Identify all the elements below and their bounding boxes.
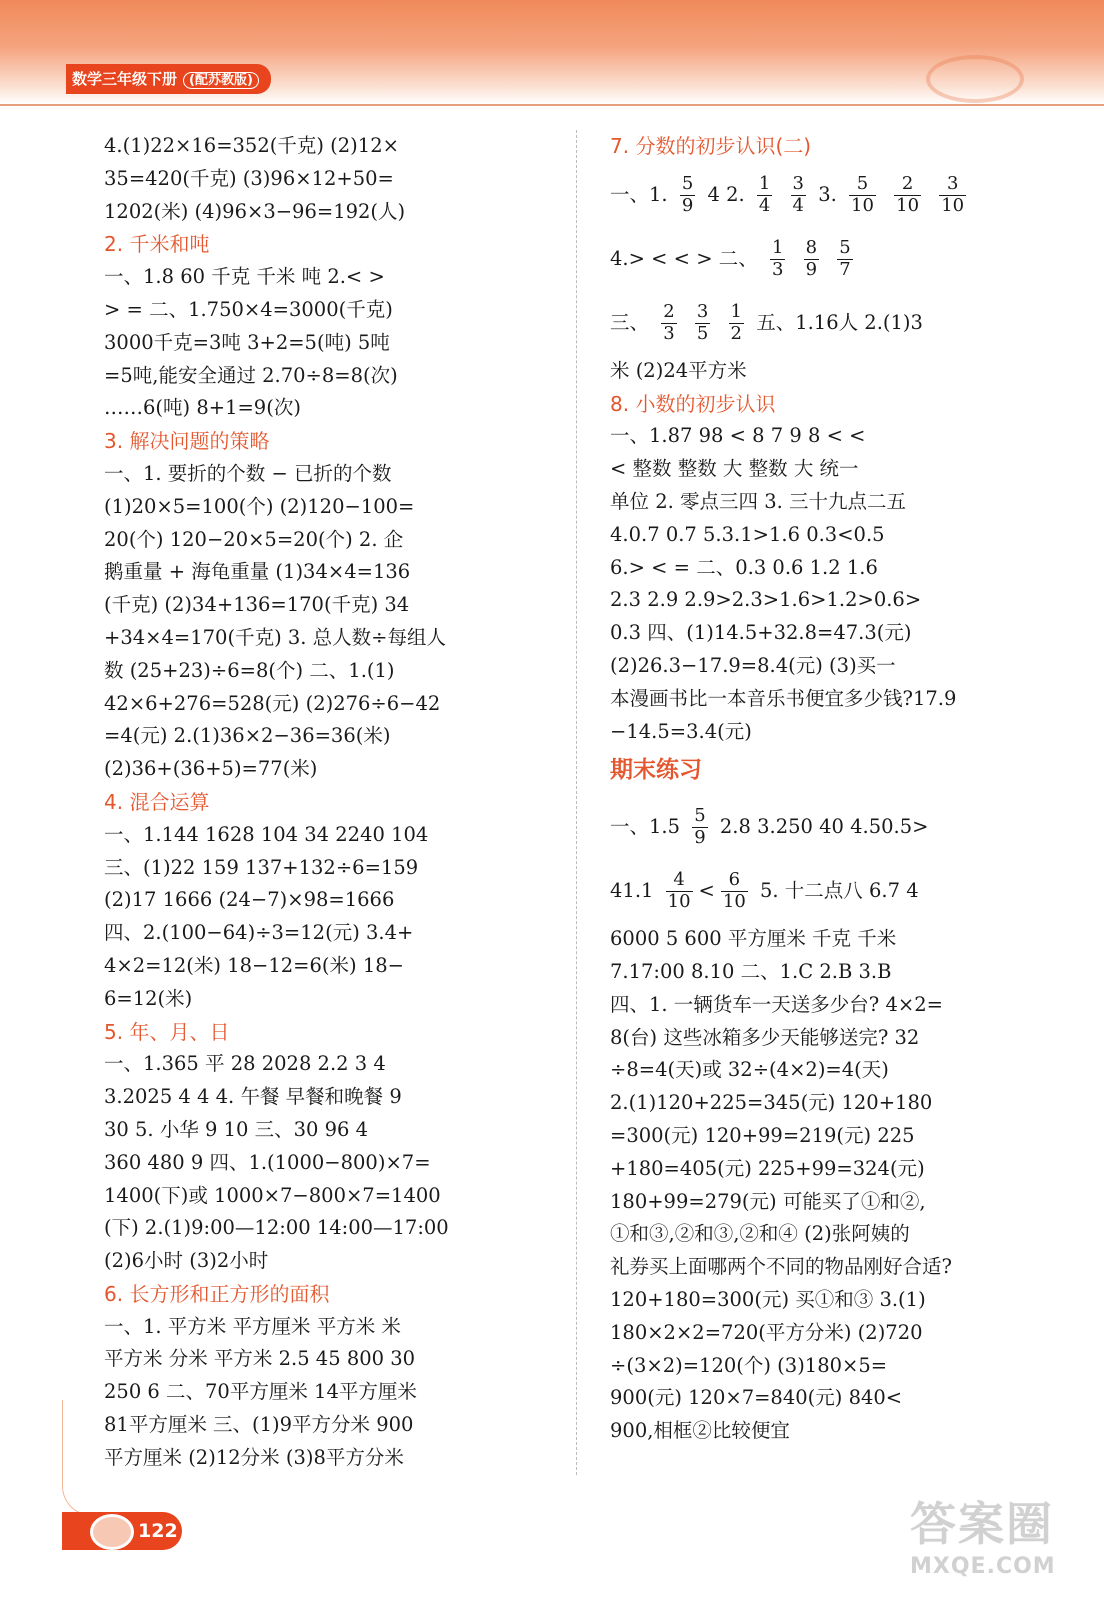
answer-line: 一、1.365 平 28 2028 2.2 3 4 bbox=[104, 1052, 386, 1076]
answer-line: (1)20×5=100(个) (2)120−100= bbox=[104, 494, 415, 518]
answer-line: 3.2025 4 4 4. 午餐 早餐和晚餐 9 bbox=[104, 1085, 402, 1109]
fraction bbox=[721, 870, 748, 912]
period-heading: 期末练习 bbox=[610, 757, 702, 784]
section-heading: 4. 混合运算 bbox=[104, 789, 210, 814]
answer-line: 2.(1)120+225=345(元) 120+180 bbox=[610, 1091, 933, 1115]
answer-line: (下) 2.(1)9:00—12:00 14:00—17:00 bbox=[104, 1216, 449, 1240]
answer-line: 7.17:00 8.10 二、1.C 2.B 3.B bbox=[610, 959, 892, 983]
fraction-numerator: 6 bbox=[728, 869, 741, 891]
fraction bbox=[680, 174, 695, 216]
book-title-badge bbox=[66, 64, 271, 94]
answer-line: 米 (2)24平方米 bbox=[610, 358, 747, 382]
answer-line: 4×2=12(米) 18−12=6(米) 18− bbox=[104, 953, 404, 977]
answer-line: 三、(1)22 159 137+132÷6=159 bbox=[104, 855, 419, 879]
fraction-denominator: 4 bbox=[792, 194, 804, 216]
fraction bbox=[666, 870, 693, 912]
fraction-numerator: 3 bbox=[946, 173, 959, 195]
fraction-numerator: 3 bbox=[792, 173, 804, 195]
answer-line: > = 二、1.750×4=3000(千克) bbox=[104, 297, 393, 321]
fraction bbox=[692, 806, 707, 848]
fraction bbox=[661, 302, 676, 344]
answer-line bbox=[610, 859, 1048, 923]
answer-line: 250 6 二、70平方厘米 14平方厘米 bbox=[104, 1380, 417, 1404]
section-heading: 7. 分数的初步认识(二) bbox=[610, 134, 812, 158]
answer-line: 4.(1)22×16=352(千克) (2)12× bbox=[104, 134, 399, 157]
answer-line: 6.> < = 二、0.3 0.6 1.2 1.6 bbox=[610, 555, 878, 579]
answer-line: 单位 2. 零点三四 3. 三十九点二五 bbox=[610, 489, 907, 513]
fraction-denominator: 9 bbox=[694, 827, 706, 849]
fraction-numerator: 8 bbox=[805, 237, 818, 259]
watermark-en: MXQE.COM bbox=[910, 1554, 1056, 1579]
decorative-ring-icon bbox=[926, 55, 1024, 103]
answer-text: < bbox=[698, 879, 715, 903]
page-ring-icon bbox=[90, 1514, 134, 1550]
answer-line: 20(个) 120−20×5=20(个) 2. 企 bbox=[104, 527, 404, 551]
fraction-numerator: 1 bbox=[730, 301, 742, 323]
fraction bbox=[729, 302, 744, 344]
fraction-numerator: 2 bbox=[901, 173, 914, 195]
answer-line bbox=[610, 163, 1048, 227]
watermark-cn: 答案圈 bbox=[910, 1497, 1054, 1551]
answer-line: 一、1. 要折的个数 − 已折的个数 bbox=[104, 461, 392, 485]
section-heading: 2. 千米和吨 bbox=[104, 232, 210, 257]
answer-line: 35=420(千克) (3)96×12+50= bbox=[104, 166, 394, 190]
answer-line: =300(元) 120+99=219(元) 225 bbox=[610, 1123, 915, 1147]
fraction bbox=[894, 174, 921, 216]
answer-line: (千克) (2)34+136=170(千克) 34 bbox=[104, 593, 410, 617]
answer-line: ……6(吨) 8+1=9(次) bbox=[104, 396, 301, 420]
section-heading: 5. 年、月、日 bbox=[104, 1019, 230, 1044]
fraction bbox=[757, 174, 772, 216]
right-column bbox=[610, 130, 1048, 1448]
fraction-denominator: 10 bbox=[941, 194, 965, 216]
fraction bbox=[849, 174, 876, 216]
answer-line bbox=[610, 291, 1048, 355]
answer-line: 0.3 四、(1)14.5+32.8=47.3(元) bbox=[610, 621, 912, 645]
answer-text: 2.8 3.250 40 4.50.5> bbox=[719, 815, 929, 839]
fraction-numerator: 5 bbox=[681, 173, 694, 195]
fraction-denominator: 3 bbox=[663, 322, 675, 344]
fraction-denominator: 2 bbox=[730, 322, 742, 344]
answer-line: 1400(下)或 1000×7−800×7=1400 bbox=[104, 1183, 441, 1207]
answer-line: ÷(3×2)=120(个) (3)180×5= bbox=[610, 1353, 888, 1377]
answer-text: 三、 bbox=[610, 310, 650, 334]
answer-line: (2)17 1666 (24−7)×98=1666 bbox=[104, 888, 395, 912]
column-divider bbox=[576, 130, 577, 1475]
answer-line: ①和③,②和③,②和④ (2)张阿姨的 bbox=[610, 1222, 910, 1246]
answer-line: 8(台) 这些冰箱多少天能够送完? 32 bbox=[610, 1025, 920, 1049]
answer-line: 360 480 9 四、1.(1000−800)×7= bbox=[104, 1150, 431, 1174]
answer-line: 6=12(米) bbox=[104, 986, 193, 1010]
section-heading: 3. 解决问题的策略 bbox=[104, 429, 270, 454]
answer-line: +34×4=170(千克) 3. 总人数÷每组人 bbox=[104, 625, 447, 649]
fraction-denominator: 9 bbox=[681, 194, 694, 216]
header-rule bbox=[0, 104, 1104, 106]
answer-line: 180×2×2=720(平方分米) (2)720 bbox=[610, 1320, 923, 1344]
answer-line: 180+99=279(元) 可能买了①和②, bbox=[610, 1189, 926, 1213]
answer-line: 一、1. 平方米 平方厘米 平方米 米 bbox=[104, 1314, 401, 1338]
page-corner-curve bbox=[62, 1400, 123, 1516]
answer-line: 四、2.(100−64)÷3=12(元) 3.4+ bbox=[104, 921, 414, 945]
section-heading: 8. 小数的初步认识 bbox=[610, 391, 776, 416]
answer-line: 2.3 2.9 2.9>2.3>1.6>1.2>0.6> bbox=[610, 588, 922, 612]
answer-line bbox=[610, 227, 1048, 291]
answer-line: 120+180=300(元) 买①和③ 3.(1) bbox=[610, 1287, 926, 1311]
section-heading: 6. 长方形和正方形的面积 bbox=[104, 1281, 330, 1306]
answer-line: 1202(米) (4)96×3−96=192(人) bbox=[104, 199, 406, 223]
answer-line: 平方厘米 (2)12分米 (3)8平方分米 bbox=[104, 1445, 404, 1469]
fraction bbox=[770, 238, 785, 280]
answer-line: 礼券买上面哪两个不同的物品刚好合适? bbox=[610, 1255, 952, 1279]
answer-line: (2)26.3−17.9=8.4(元) (3)买一 bbox=[610, 653, 896, 677]
answer-line: +180=405(元) 225+99=324(元) bbox=[610, 1156, 925, 1180]
answer-line: ÷8=4(天)或 32÷(4×2)=4(天) bbox=[610, 1058, 889, 1082]
fraction-numerator: 1 bbox=[771, 237, 784, 259]
fraction bbox=[695, 302, 710, 344]
answer-line: =4(元) 2.(1)36×2−36=36(米) bbox=[104, 724, 391, 748]
answer-text: 4.> < < > 二、 bbox=[610, 246, 758, 270]
answer-line: (2)36+(36+5)=77(米) bbox=[104, 757, 318, 781]
answer-line: 81平方厘米 三、(1)9平方分米 900 bbox=[104, 1413, 414, 1437]
answer-line: < 整数 整数 大 整数 大 统一 bbox=[610, 457, 859, 481]
answer-line: 鹅重量 + 海龟重量 (1)34×4=136 bbox=[104, 560, 411, 584]
answer-line: −14.5=3.4(元) bbox=[610, 719, 752, 743]
answer-line: 6000 5 600 平方厘米 千克 千米 bbox=[610, 927, 897, 951]
answer-line: 一、1.144 1628 104 34 2240 104 bbox=[104, 822, 429, 846]
answer-line: 42×6+276=528(元) (2)276÷6−42 bbox=[104, 691, 441, 715]
fraction-numerator: 1 bbox=[758, 173, 771, 195]
answer-line: 900,相框②比较便宜 bbox=[610, 1419, 790, 1443]
answer-line: 数 (25+23)÷6=8(个) 二、1.(1) bbox=[104, 658, 395, 682]
answer-line: 3000千克=3吨 3+2=5(吨) 5吨 bbox=[104, 330, 390, 354]
answer-text: 5. 十二点八 6.7 4 bbox=[759, 879, 919, 903]
answer-line: 一、1.87 98 < 8 7 9 8 < < bbox=[610, 424, 866, 448]
fraction-numerator: 3 bbox=[696, 301, 709, 323]
answer-text: 41.1 bbox=[610, 879, 654, 903]
fraction-denominator: 10 bbox=[722, 891, 746, 913]
fraction-denominator: 9 bbox=[805, 258, 818, 280]
answer-line: =5吨,能安全通过 2.70÷8=8(次) bbox=[104, 363, 398, 387]
fraction-numerator: 5 bbox=[694, 805, 706, 827]
answer-text: 4 2. bbox=[707, 182, 745, 206]
answer-text: 3. bbox=[818, 182, 837, 206]
answer-line: 四、1. 一辆货车一天送多少台? 4×2= bbox=[610, 992, 943, 1016]
fraction-denominator: 4 bbox=[758, 194, 771, 216]
fraction-numerator: 5 bbox=[856, 173, 869, 195]
answer-text: 一、1.5 bbox=[610, 815, 681, 839]
answer-line: 4.0.7 0.7 5.3.1>1.6 0.3<0.5 bbox=[610, 522, 885, 546]
fraction bbox=[939, 174, 966, 216]
watermark-logo bbox=[910, 1488, 1090, 1588]
answer-text: 一、1. bbox=[610, 182, 668, 206]
answer-line: 900(元) 120×7=840(元) 840< bbox=[610, 1386, 903, 1410]
answer-line: 30 5. 小华 9 10 三、30 96 4 bbox=[104, 1117, 369, 1141]
answer-text: 五、1.16人 2.(1)3 bbox=[756, 310, 923, 334]
fraction-denominator: 10 bbox=[896, 194, 920, 216]
fraction-denominator: 3 bbox=[771, 258, 784, 280]
left-column bbox=[104, 130, 538, 1475]
fraction-denominator: 10 bbox=[667, 891, 691, 913]
fraction-numerator: 5 bbox=[839, 237, 851, 259]
fraction bbox=[804, 238, 819, 280]
fraction-denominator: 7 bbox=[839, 258, 851, 280]
answer-line bbox=[610, 795, 1048, 859]
book-edition: (配苏教版) bbox=[183, 72, 259, 89]
fraction-numerator: 4 bbox=[673, 869, 685, 891]
answer-line: 本漫画书比一本音乐书便宜多少钱?17.9 bbox=[610, 686, 957, 710]
fraction bbox=[791, 174, 806, 216]
fraction bbox=[837, 238, 852, 280]
answer-line: 一、1.8 60 千克 千米 吨 2.< > bbox=[104, 265, 385, 289]
fraction-numerator: 2 bbox=[663, 301, 675, 323]
answer-line: 平方米 分米 平方米 2.5 45 800 30 bbox=[104, 1347, 416, 1371]
fraction-denominator: 10 bbox=[851, 194, 874, 216]
book-title: 数学三年级下册 bbox=[72, 70, 178, 88]
page-number: 122 bbox=[138, 1520, 178, 1542]
answer-line: (2)6小时 (3)2小时 bbox=[104, 1249, 269, 1273]
fraction-denominator: 5 bbox=[696, 322, 709, 344]
